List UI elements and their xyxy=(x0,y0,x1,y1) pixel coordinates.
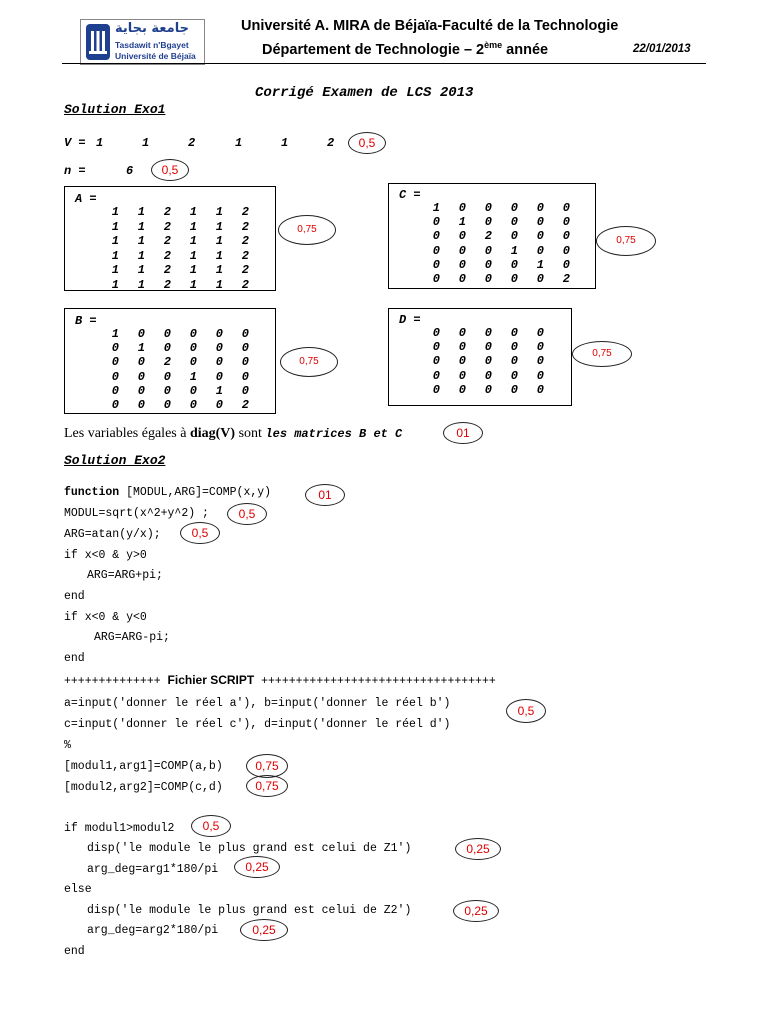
matrix-cell: 0 xyxy=(215,341,223,356)
matrix-cell: 0 xyxy=(137,383,145,398)
matrix-cell: 0 xyxy=(458,243,466,258)
matrix-cell: 1 xyxy=(111,205,119,219)
matrix-cell: 1 xyxy=(215,263,223,277)
matrix-cell: 1 xyxy=(111,219,119,234)
disp2-grade: 0,25 xyxy=(453,900,499,922)
matrix-cell: 0 xyxy=(536,354,544,369)
code-comp2: [modul2,arg2]=COMP(c,d) xyxy=(64,781,223,794)
matrix-cell: 0 xyxy=(111,398,119,413)
n-value: 6 xyxy=(126,164,134,178)
matrix-cell: 0 xyxy=(562,257,570,272)
matrix-c-row xyxy=(414,201,570,215)
header-line1: Université A. MIRA de Béjaïa-Faculté de la Technologie xyxy=(241,18,619,34)
code-function-line xyxy=(64,486,271,499)
university-logo xyxy=(80,19,205,65)
matrix-cell: 0 xyxy=(215,327,223,341)
matrix-c-grade: 0,75 xyxy=(596,226,656,256)
matrix-d-row xyxy=(414,354,544,368)
header-line2-sup: ème xyxy=(484,40,503,50)
matrix-a-box xyxy=(64,186,276,291)
matrix-cell: 0 xyxy=(484,257,492,272)
matrix-cell: 0 xyxy=(189,327,197,341)
code-if1-body: ARG=ARG+pi; xyxy=(87,569,163,582)
logo-line2: Université de Béjaïa xyxy=(115,51,196,61)
matrix-b-row xyxy=(93,341,249,355)
v-value-2: 1 xyxy=(142,136,150,150)
arg-grade: 0,5 xyxy=(180,522,220,544)
matrix-a-row xyxy=(93,263,249,278)
matrix-cell: 0 xyxy=(189,398,197,413)
header-date: 22/01/2013 xyxy=(633,43,691,55)
matrix-cell: 1 xyxy=(215,219,223,234)
matrix-cell: 1 xyxy=(111,263,119,277)
matrix-cell: 0 xyxy=(432,326,440,340)
matrix-cell: 0 xyxy=(510,354,518,369)
modul-grade: 0,5 xyxy=(227,503,267,525)
matrix-cell: 0 xyxy=(510,215,518,230)
matrix-cell: 1 xyxy=(189,277,197,292)
matrix-cell: 1 xyxy=(215,277,223,292)
v-grade: 0,5 xyxy=(348,132,386,154)
input-grade: 0,5 xyxy=(506,699,546,723)
matrix-cell: 0 xyxy=(458,382,466,397)
matrix-b-grade: 0,75 xyxy=(280,347,338,377)
deg1-grade: 0,25 xyxy=(234,856,280,878)
matrix-cell: 0 xyxy=(432,272,440,287)
matrix-cell: 2 xyxy=(163,234,171,248)
matrix-cell: 0 xyxy=(536,326,544,340)
matrix-cell: 0 xyxy=(458,368,466,383)
matrix-d-label: D = xyxy=(399,313,421,327)
matrix-cell: 0 xyxy=(510,382,518,397)
logo-line1: Tasdawit n'Bgayet xyxy=(115,40,189,50)
matrix-c-rows xyxy=(414,201,570,286)
matrix-cell: 2 xyxy=(163,205,171,219)
conclusion-code: les matrices B et C xyxy=(265,427,403,441)
page-title: Corrigé Examen de LCS 2013 xyxy=(255,85,474,101)
matrix-b-box xyxy=(64,308,276,414)
matrix-a-rows xyxy=(93,205,249,292)
matrix-cell: 1 xyxy=(189,248,197,263)
matrix-b-rows xyxy=(93,327,249,412)
matrix-cell: 0 xyxy=(484,272,492,287)
matrix-cell: 0 xyxy=(536,243,544,258)
matrix-cell: 0 xyxy=(510,257,518,272)
script-plus-right: ++++++++++++++++++++++++++++++++++ xyxy=(261,675,496,688)
matrix-cell: 1 xyxy=(536,257,544,272)
script-label: Fichier SCRIPT xyxy=(167,673,255,687)
matrix-cell: 0 xyxy=(163,369,171,384)
matrix-cell: 0 xyxy=(536,368,544,383)
matrix-a-row xyxy=(93,205,249,220)
code-deg2: arg_deg=arg2*180/pi xyxy=(87,924,219,937)
code-if1: if x<0 & y>0 xyxy=(64,549,147,562)
matrix-cell: 1 xyxy=(111,277,119,292)
code-if2-body: ARG=ARG-pi; xyxy=(94,631,170,644)
matrix-c-row xyxy=(414,258,570,272)
matrix-cell: 0 xyxy=(510,229,518,244)
matrix-cell: 0 xyxy=(215,355,223,370)
exo2-heading: Solution Exo2 xyxy=(64,453,166,468)
matrix-cell: 0 xyxy=(215,398,223,413)
matrix-cell: 0 xyxy=(484,243,492,258)
matrix-cell: 0 xyxy=(536,340,544,355)
matrix-cell: 0 xyxy=(137,369,145,384)
matrix-cell: 1 xyxy=(111,327,119,341)
matrix-d-row xyxy=(414,340,544,354)
disp1-grade: 0,25 xyxy=(455,838,501,860)
matrix-cell: 1 xyxy=(510,243,518,258)
matrix-cell: 0 xyxy=(241,369,249,384)
matrix-cell: 0 xyxy=(510,201,518,215)
matrix-b-row xyxy=(93,355,249,369)
script-separator xyxy=(64,673,496,688)
conclusion-pre: Les variables égales à xyxy=(64,426,190,441)
matrix-c-label: C = xyxy=(399,188,421,202)
code-function-keyword: function xyxy=(64,486,120,499)
matrix-cell: 0 xyxy=(562,243,570,258)
logo-emblem-icon xyxy=(85,23,111,61)
matrix-cell: 0 xyxy=(432,368,440,383)
header-rule xyxy=(62,63,706,64)
matrix-cell: 2 xyxy=(163,248,171,263)
matrix-cell: 0 xyxy=(432,257,440,272)
matrix-cell: 0 xyxy=(432,340,440,355)
matrix-cell: 2 xyxy=(241,205,249,219)
matrix-a-row xyxy=(93,234,249,249)
matrix-cell: 2 xyxy=(241,263,249,277)
code-modul-line: MODUL=sqrt(x^2+y^2) ; xyxy=(64,507,209,520)
matrix-cell: 2 xyxy=(163,355,171,370)
matrix-d-row xyxy=(414,369,544,383)
matrix-cell: 0 xyxy=(111,383,119,398)
matrix-cell: 0 xyxy=(432,382,440,397)
matrix-cell: 0 xyxy=(484,368,492,383)
code-arg-line: ARG=atan(y/x); xyxy=(64,528,161,541)
matrix-c-row xyxy=(414,215,570,229)
matrix-cell: 0 xyxy=(432,229,440,244)
conclusion-mid: sont xyxy=(235,426,266,441)
code-input-line2: c=input('donner le réel c'), d=input('donner le réel d') xyxy=(64,718,451,731)
matrix-d-grade: 0,75 xyxy=(572,341,632,367)
matrix-cell: 0 xyxy=(137,355,145,370)
matrix-a-grade: 0,75 xyxy=(278,215,336,245)
n-grade: 0,5 xyxy=(151,159,189,181)
matrix-c-row xyxy=(414,244,570,258)
matrix-a-row xyxy=(93,220,249,235)
matrix-cell: 1 xyxy=(137,248,145,263)
matrix-c-row xyxy=(414,229,570,243)
matrix-cell: 0 xyxy=(241,327,249,341)
matrix-cell: 1 xyxy=(432,201,440,215)
matrix-cell: 0 xyxy=(484,215,492,230)
matrix-cell: 0 xyxy=(137,327,145,341)
v-value-1: 1 xyxy=(96,136,104,150)
matrix-cell: 0 xyxy=(458,257,466,272)
matrix-cell: 0 xyxy=(458,229,466,244)
matrix-cell: 2 xyxy=(163,277,171,292)
code-function-signature: [MODUL,ARG]=COMP(x,y) xyxy=(119,486,272,499)
matrix-cell: 0 xyxy=(189,355,197,370)
header-line2-post: année xyxy=(502,41,549,58)
matrix-cell: 1 xyxy=(137,219,145,234)
matrix-cell: 0 xyxy=(510,326,518,340)
matrix-d-row xyxy=(414,383,544,397)
matrix-cell: 2 xyxy=(562,272,570,287)
matrix-cell: 1 xyxy=(137,277,145,292)
matrix-cell: 1 xyxy=(215,205,223,219)
matrix-cell: 0 xyxy=(432,243,440,258)
matrix-cell: 1 xyxy=(111,234,119,248)
matrix-cell: 0 xyxy=(562,215,570,230)
matrix-cell: 0 xyxy=(484,340,492,355)
matrix-cell: 0 xyxy=(163,383,171,398)
if3-grade: 0,5 xyxy=(191,815,231,837)
matrix-cell: 0 xyxy=(137,398,145,413)
code-end3: end xyxy=(64,945,85,958)
matrix-cell: 0 xyxy=(241,341,249,356)
code-input-line1: a=input('donner le réel a'), b=input('donner le réel b') xyxy=(64,697,451,710)
matrix-cell: 0 xyxy=(536,215,544,230)
matrix-cell: 0 xyxy=(536,382,544,397)
deg2-grade: 0,25 xyxy=(240,919,288,941)
matrix-cell: 1 xyxy=(189,205,197,219)
matrix-cell: 0 xyxy=(163,327,171,341)
matrix-cell: 0 xyxy=(458,340,466,355)
matrix-cell: 0 xyxy=(484,326,492,340)
code-if3: if modul1>modul2 xyxy=(64,822,175,835)
matrix-cell: 0 xyxy=(189,341,197,356)
matrix-cell: 0 xyxy=(562,229,570,244)
matrix-cell: 1 xyxy=(137,263,145,277)
matrix-cell: 2 xyxy=(241,398,249,413)
matrix-cell: 0 xyxy=(536,272,544,287)
matrix-d-rows xyxy=(414,326,544,397)
matrix-cell: 0 xyxy=(484,201,492,215)
matrix-a-row xyxy=(93,278,249,293)
matrix-cell: 1 xyxy=(111,248,119,263)
code-percent: % xyxy=(64,739,71,752)
matrix-c-box xyxy=(388,183,596,289)
matrix-cell: 2 xyxy=(241,277,249,292)
matrix-cell: 0 xyxy=(484,382,492,397)
logo-arabic-text: جامعة بجاية xyxy=(115,21,189,36)
v-value-3: 2 xyxy=(188,136,196,150)
header-line2 xyxy=(262,40,548,58)
matrix-cell: 0 xyxy=(458,272,466,287)
matrix-cell: 1 xyxy=(189,219,197,234)
matrix-cell: 2 xyxy=(484,229,492,244)
exo1-conclusion xyxy=(64,425,402,443)
matrix-cell: 2 xyxy=(163,263,171,277)
conclusion-grade: 01 xyxy=(443,422,483,444)
comp2-grade: 0,75 xyxy=(246,775,288,797)
matrix-cell: 0 xyxy=(484,354,492,369)
matrix-cell: 0 xyxy=(432,215,440,230)
matrix-c-row xyxy=(414,272,570,286)
matrix-cell: 1 xyxy=(458,215,466,230)
matrix-cell: 0 xyxy=(163,398,171,413)
matrix-d-box xyxy=(388,308,572,406)
matrix-cell: 0 xyxy=(458,201,466,215)
matrix-cell: 2 xyxy=(241,219,249,234)
matrix-cell: 1 xyxy=(215,383,223,398)
matrix-cell: 1 xyxy=(137,234,145,248)
matrix-cell: 0 xyxy=(562,201,570,215)
conclusion-bold: diag(V) xyxy=(189,426,236,441)
matrix-cell: 2 xyxy=(241,248,249,263)
code-end1: end xyxy=(64,590,85,603)
code-comp1: [modul1,arg1]=COMP(a,b) xyxy=(64,760,223,773)
n-label: n = xyxy=(64,164,86,178)
matrix-cell: 0 xyxy=(241,383,249,398)
code-if2: if x<0 & y<0 xyxy=(64,611,147,624)
matrix-cell: 0 xyxy=(163,341,171,356)
matrix-cell: 1 xyxy=(215,234,223,248)
matrix-b-row xyxy=(93,384,249,398)
matrix-cell: 1 xyxy=(189,263,197,277)
script-plus-left: ++++++++++++++ xyxy=(64,675,161,688)
comp1-grade: 0,75 xyxy=(246,754,288,778)
matrix-cell: 2 xyxy=(241,234,249,248)
matrix-cell: 1 xyxy=(137,341,145,356)
matrix-cell: 2 xyxy=(163,219,171,234)
matrix-cell: 0 xyxy=(215,369,223,384)
matrix-cell: 0 xyxy=(111,341,119,356)
matrix-b-label: B = xyxy=(75,314,97,328)
matrix-cell: 1 xyxy=(189,234,197,248)
matrix-cell: 1 xyxy=(189,369,197,384)
matrix-cell: 0 xyxy=(241,355,249,370)
matrix-cell: 0 xyxy=(111,355,119,370)
header-line2-pre: Département de Technologie – 2 xyxy=(262,41,485,58)
matrix-cell: 1 xyxy=(137,205,145,219)
matrix-b-row xyxy=(93,398,249,412)
v-value-6: 2 xyxy=(327,136,335,150)
matrix-cell: 0 xyxy=(510,272,518,287)
matrix-cell: 0 xyxy=(432,354,440,369)
matrix-cell: 0 xyxy=(510,340,518,355)
matrix-cell: 0 xyxy=(111,369,119,384)
matrix-cell: 0 xyxy=(458,326,466,340)
exo1-heading: Solution Exo1 xyxy=(64,102,166,117)
code-disp1: disp('le module le plus grand est celui de Z1') xyxy=(87,842,412,855)
code-else: else xyxy=(64,883,92,896)
matrix-cell: 0 xyxy=(536,229,544,244)
function-grade: 01 xyxy=(305,484,345,506)
code-deg1: arg_deg=arg1*180/pi xyxy=(87,863,219,876)
matrix-cell: 0 xyxy=(536,201,544,215)
matrix-b-row xyxy=(93,327,249,341)
matrix-cell: 0 xyxy=(510,368,518,383)
code-end2: end xyxy=(64,652,85,665)
matrix-cell: 1 xyxy=(215,248,223,263)
matrix-a-row xyxy=(93,249,249,264)
matrix-b-row xyxy=(93,370,249,384)
v-value-5: 1 xyxy=(281,136,289,150)
matrix-d-row xyxy=(414,326,544,340)
code-disp2: disp('le module le plus grand est celui de Z2') xyxy=(87,904,412,917)
matrix-a-label: A = xyxy=(75,192,97,206)
v-label: V = xyxy=(64,136,86,150)
v-value-4: 1 xyxy=(235,136,243,150)
matrix-cell: 0 xyxy=(458,354,466,369)
matrix-cell: 0 xyxy=(189,383,197,398)
